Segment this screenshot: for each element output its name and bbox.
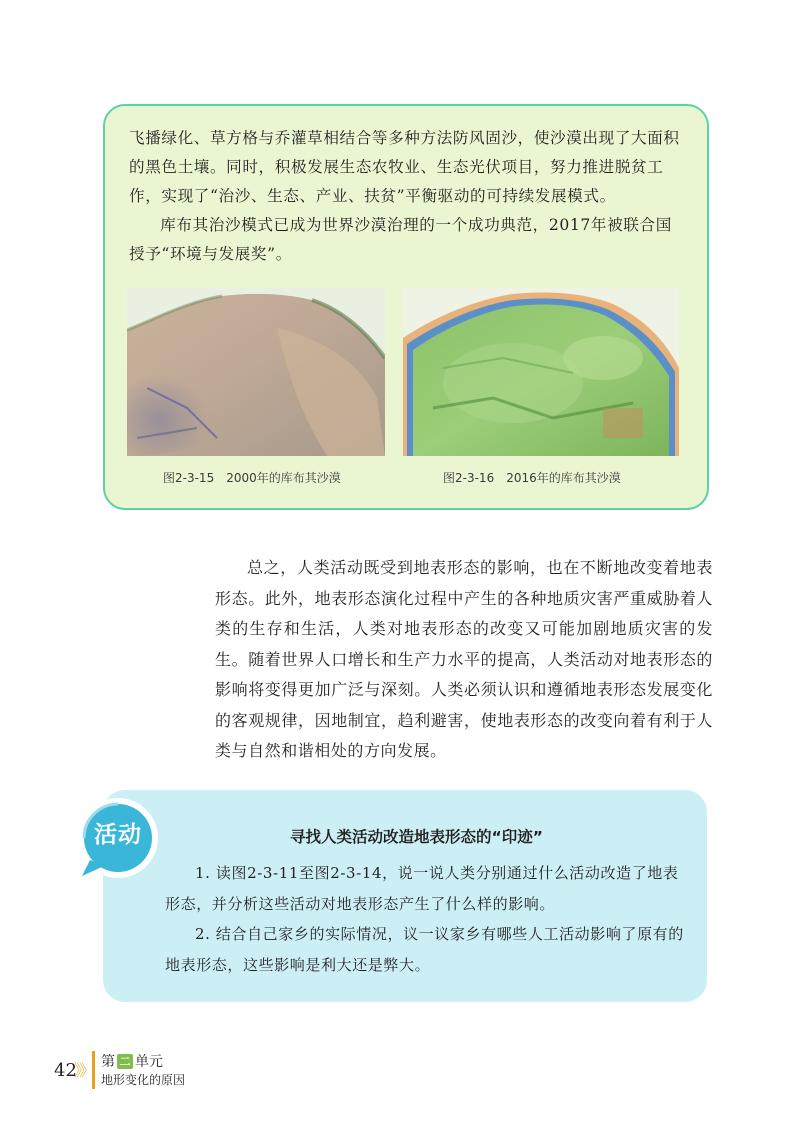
satellite-desert-2000-image [127,288,385,456]
page-arrows-icon: 》》 [74,1061,93,1080]
unit-number: 二 [117,1054,133,1069]
case-paragraph-2: 库布其治沙模式已成为世界沙漠治理的一个成功典范，2017年被联合国授予“环境与发展奖”。 [129,216,672,263]
unit-suffix: 单元 [135,1054,163,1070]
unit-prefix: 第 [101,1054,115,1070]
activity-title: 寻找人类活动改造地表形态的“印迹” [290,828,543,846]
page-number: 42 [54,1060,77,1081]
case-paragraph-1: 飞播绿化、草方格与乔灌草相结合等多种方法防风固沙，使沙漠出现了大面积的黑色土壤。同时，积极发展生态农牧业、生态光伏项目，努力推进脱贫工作，实现了“治沙、生态、产业、扶贫”平衡驱动的可持续发展模式。 [129,129,680,205]
case-study-text [129,124,685,269]
activity-badge-label: 活动 [94,822,142,848]
figure-desert-2000 [127,288,385,456]
figure-caption-2016: 图2-3-16 2016年的库布其沙漠 [443,471,621,485]
unit-subtitle: 地形变化的原因 [101,1073,186,1087]
footer-divider [92,1051,95,1089]
figure-caption-2000: 图2-3-15 2000年的库布其沙漠 [163,471,341,485]
main-paragraph [215,553,713,767]
activity-text [165,858,693,980]
figure-desert-2016 [403,288,679,456]
main-paragraph-text: 总之，人类活动既受到地表形态的影响，也在不断地改变着地表形态。此外，地表形态演化过程中产生的各种地质灾害严重威胁着人类的生存和生活，人类对地表形态的改变又可能加剧地质灾害的发生。随着世界人口增长和生产力水平的提高，人类活动对地表形态的影响将变得更加广泛与深刻。人类必须认识和遵循地表形态发展变化的客观规律，因地制宜，趋利避害，使地表形态的改变向着有利于人类与自然和谐相处的方向发展。 [215,558,713,760]
activity-item-1: 1. 读图2-3-11至图2-3-14，说一说人类分别通过什么活动改造了地表形态，并分析这些活动对地表形态产生了什么样的影响。 [165,864,679,913]
unit-label [101,1051,163,1071]
activity-item-2: 2. 结合自己家乡的实际情况，议一议家乡有哪些人工活动影响了原有的地表形态，这些影响是利大还是弊大。 [165,925,684,974]
satellite-desert-2016-image [403,288,679,456]
case-study-box [103,104,709,510]
